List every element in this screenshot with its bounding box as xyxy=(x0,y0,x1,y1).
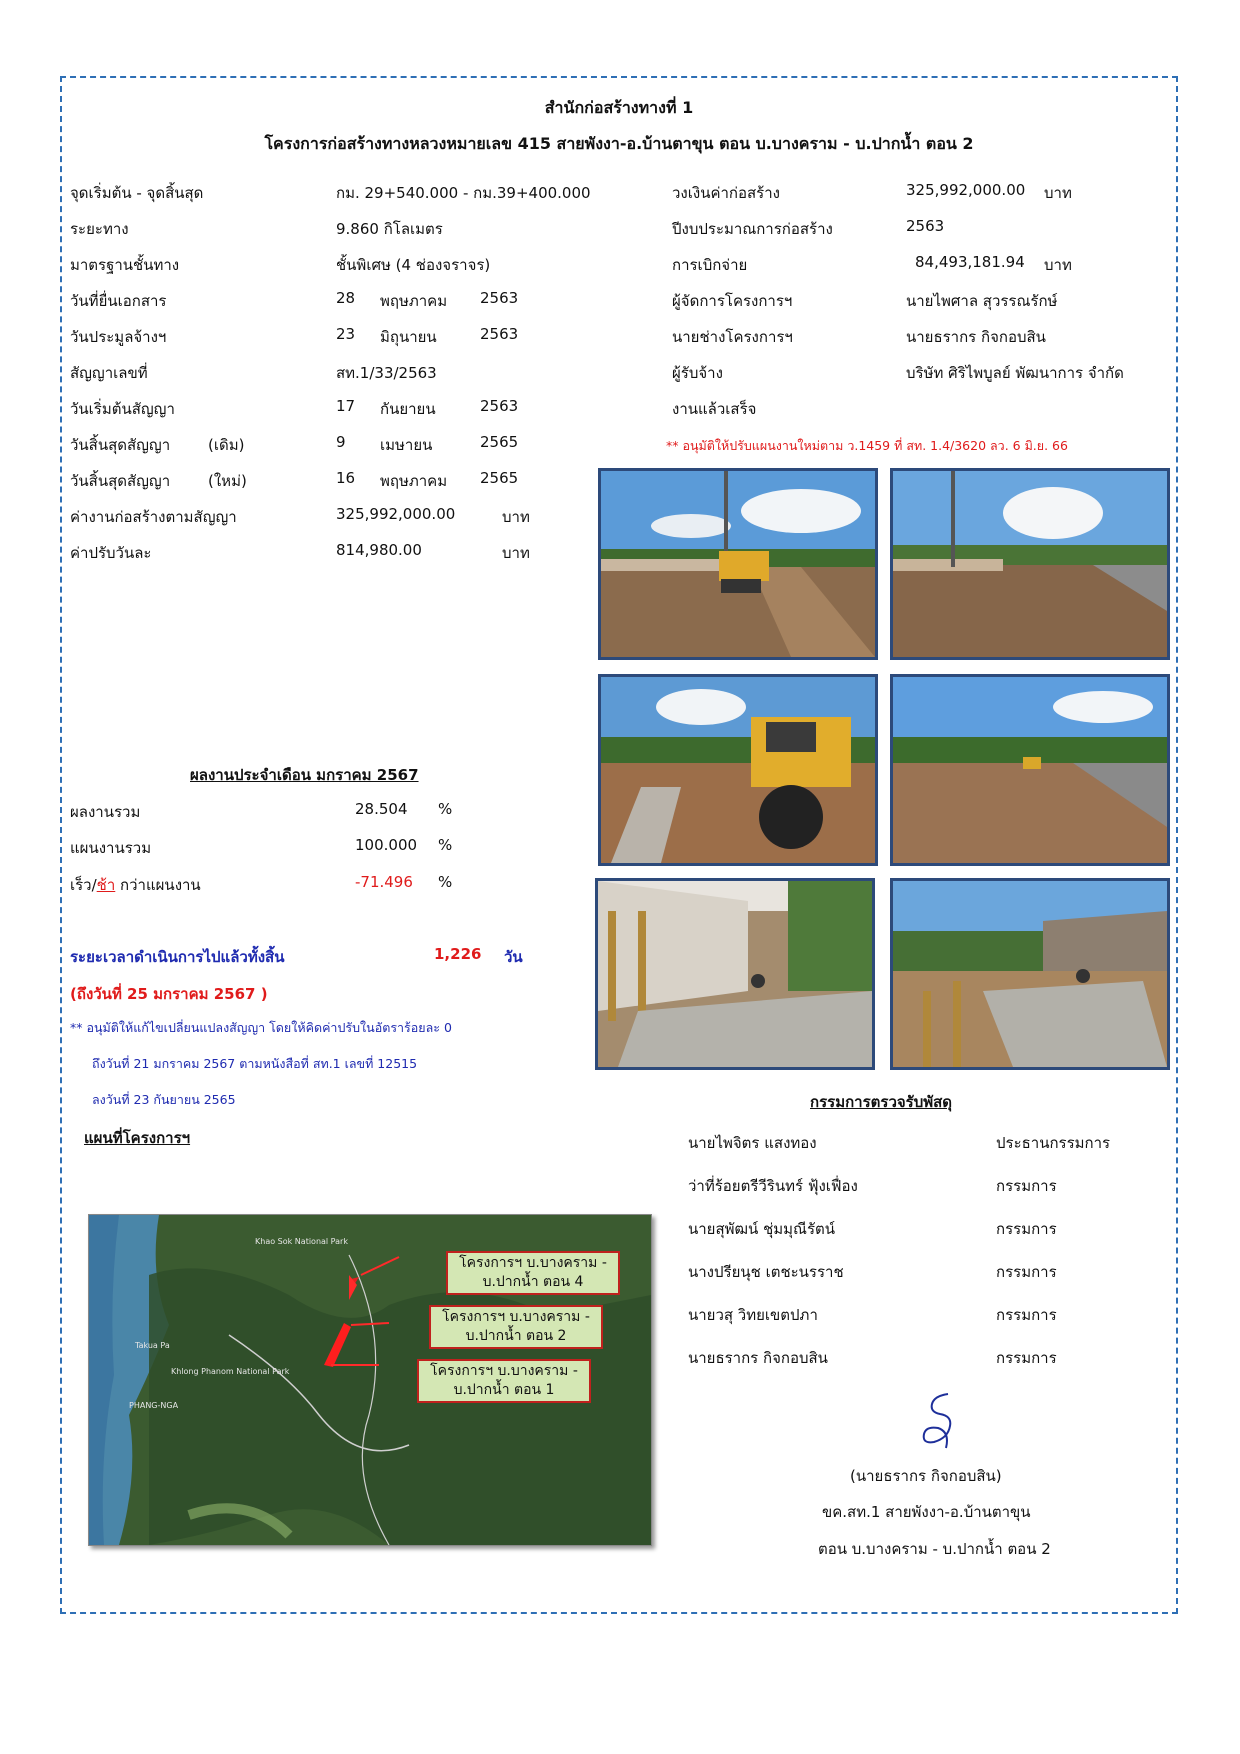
committee-title: กรรมการตรวจรับพัสดุ xyxy=(810,1093,953,1111)
committee-member-6-role: กรรมการ xyxy=(996,1349,1057,1367)
label-behind: ช้า xyxy=(96,876,116,894)
callout-2-line2: บ.ปากน้ำ ตอน 2 xyxy=(465,1328,567,1344)
contract-start-day: 17 xyxy=(336,397,356,415)
value-project-manager: นายไพศาล สุวรรณรักษ์ xyxy=(906,292,1058,310)
map-callout-section-1 xyxy=(417,1359,591,1403)
contract-end-new-year: 2565 xyxy=(480,469,519,487)
duration-unit: วัน xyxy=(504,948,523,966)
site-photo-5 xyxy=(595,878,875,1070)
contract-start-year: 2563 xyxy=(480,397,519,415)
value-contract-no: สท.1/33/2563 xyxy=(336,364,437,382)
doc-date-day: 28 xyxy=(336,289,356,307)
label-doc-date: วันที่ยื่นเอกสาร xyxy=(70,292,167,310)
value-contract-cost: 325,992,000.00 xyxy=(336,505,456,523)
value-fiscal-year: 2563 xyxy=(906,217,945,235)
map-label-takua-pa: Takua Pa xyxy=(135,1341,170,1350)
committee-member-3-role: กรรมการ xyxy=(996,1220,1057,1238)
label-contract-end-new: วันสิ้นสุดสัญญา xyxy=(70,472,171,490)
value-project-engineer: นายธรากร กิจกอบสิน xyxy=(906,328,1046,346)
value-total-plan: 100.000 xyxy=(355,836,418,854)
site-photo-4 xyxy=(890,674,1170,866)
amend-note-line1: ** อนุมัติให้แก้ไขเปลี่ยนแปลงสัญญา โดยให้คิดค่าปรับในอัตราร้อยละ 0 xyxy=(70,1020,452,1035)
duration-value: 1,226 xyxy=(434,945,482,963)
unit-contract-cost: บาท xyxy=(502,508,530,526)
label-disbursement: การเบิกจ่าย xyxy=(672,256,748,274)
contract-end-old-sub: (เดิม) xyxy=(208,436,245,454)
unit-disbursement: บาท xyxy=(1044,256,1072,274)
unit-total-plan: % xyxy=(438,836,453,854)
value-distance: 9.860 กิโลเมตร xyxy=(336,220,443,238)
callout-2-line1: โครงการฯ บ.บางคราม - xyxy=(442,1309,590,1325)
map-label-khlong-phanom: Khlong Phanom National Park xyxy=(171,1367,290,1376)
committee-member-4-role: กรรมการ xyxy=(996,1263,1057,1281)
signature-mark xyxy=(910,1388,970,1454)
committee-member-5-role: กรรมการ xyxy=(996,1306,1057,1324)
map-title: แผนที่โครงการฯ xyxy=(84,1129,191,1147)
label-daily-penalty: ค่าปรับวันละ xyxy=(70,544,152,562)
committee-member-2-name: ว่าที่ร้อยตรีวีรินทร์ ฟุ้งเฟื่อง xyxy=(688,1177,858,1195)
label-total-plan: แผนงานรวม xyxy=(70,839,152,857)
label-completion: งานแล้วเสร็จ xyxy=(672,400,757,418)
contract-end-old-year: 2565 xyxy=(480,433,519,451)
signature-name: (นายธรากร กิจกอบสิน) xyxy=(850,1467,1002,1485)
contract-end-old-month: เมษายน xyxy=(380,436,433,454)
monthly-title: ผลงานประจำเดือน มกราคม 2567 xyxy=(190,766,419,784)
label-total-progress: ผลงานรวม xyxy=(70,803,141,821)
committee-member-3-name: นายสุพัฒน์ ชุ่มมุณีรัตน์ xyxy=(688,1220,836,1238)
project-map xyxy=(88,1214,652,1546)
committee-member-2-role: กรรมการ xyxy=(996,1177,1057,1195)
signature-position-2: ตอน บ.บางคราม - บ.ปากน้ำ ตอน 2 xyxy=(818,1540,1051,1558)
committee-member-5-name: นายวสุ วิทยเขตปภา xyxy=(688,1306,818,1324)
approval-note: ** อนุมัติให้ปรับแผนงานใหม่ตาม ว.1459 ที่ สท. 1.4/3620 ลว. 6 มิ.ย. 66 xyxy=(666,438,1068,453)
office-title: สำนักก่อสร้างทางที่ 1 xyxy=(544,98,694,117)
label-contract-cost: ค่างานก่อสร้างตามสัญญา xyxy=(70,508,237,526)
committee-member-1-role: ประธานกรรมการ xyxy=(996,1134,1111,1152)
label-distance: ระยะทาง xyxy=(70,220,129,238)
label-contract-start: วันเริ่มต้นสัญญา xyxy=(70,400,175,418)
label-contract-end-old: วันสิ้นสุดสัญญา xyxy=(70,436,171,454)
label-project-engineer: นายช่างโครงการฯ xyxy=(672,328,793,346)
map-callout-section-2 xyxy=(429,1305,603,1349)
auction-date-year: 2563 xyxy=(480,325,519,343)
label-fiscal-year: ปีงบประมาณการก่อสร้าง xyxy=(672,220,833,238)
map-label-khao-sok: Khao Sok National Park xyxy=(255,1237,348,1246)
callout-1-line2: บ.ปากน้ำ ตอน 1 xyxy=(453,1382,555,1398)
unit-total-progress: % xyxy=(438,800,453,818)
label-ahead-behind xyxy=(70,873,201,897)
contract-start-month: กันยายน xyxy=(380,400,436,418)
label-contractor: ผู้รับจ้าง xyxy=(672,364,723,382)
contract-end-new-day: 16 xyxy=(336,469,356,487)
label-standard: มาตรฐานชั้นทาง xyxy=(70,256,180,274)
doc-date-year: 2563 xyxy=(480,289,519,307)
value-ahead-behind: -71.496 xyxy=(355,873,413,891)
label-ahead: เร็ว/ xyxy=(70,876,97,894)
callout-4-line2: บ.ปากน้ำ ตอน 4 xyxy=(482,1274,584,1290)
unit-daily-penalty: บาท xyxy=(502,544,530,562)
label-auction-date: วันประมูลจ้างฯ xyxy=(70,328,167,346)
doc-date-month: พฤษภาคม xyxy=(380,292,448,310)
contract-end-old-day: 9 xyxy=(336,433,346,451)
label-project-manager: ผู้จัดการโครงการฯ xyxy=(672,292,793,310)
value-disbursement: 84,493,181.94 xyxy=(915,253,1025,271)
label-start-end: จุดเริ่มต้น - จุดสิ้นสุด xyxy=(70,184,204,202)
project-title: โครงการก่อสร้างทางหลวงหมายเลข 415 สายพังงา-อ.บ้านตาขุน ตอน บ.บางคราม - บ.ปากน้ำ ตอน 2 xyxy=(264,134,974,153)
label-contract-no: สัญญาเลขที่ xyxy=(70,364,148,382)
unit-budget: บาท xyxy=(1044,184,1072,202)
callout-1-line1: โครงการฯ บ.บางคราม - xyxy=(430,1363,578,1379)
amend-note-line3: ลงวันที่ 23 กันยายน 2565 xyxy=(92,1092,236,1107)
committee-member-6-name: นายธรากร กิจกอบสิน xyxy=(688,1349,828,1367)
committee-member-1-name: นายไพจิตร แสงทอง xyxy=(688,1134,817,1152)
value-start-end: กม. 29+540.000 - กม.39+400.000 xyxy=(336,184,591,202)
unit-ahead-behind: % xyxy=(438,873,453,891)
map-label-phang-nga: PHANG-NGA xyxy=(129,1401,179,1410)
value-daily-penalty: 814,980.00 xyxy=(336,541,422,559)
value-budget: 325,992,000.00 xyxy=(906,181,1026,199)
value-contractor: บริษัท ศิริไพบูลย์ พัฒนาการ จำกัด xyxy=(906,364,1124,382)
map-callout-section-4 xyxy=(446,1251,620,1295)
value-total-progress: 28.504 xyxy=(355,800,408,818)
value-standard: ชั้นพิเศษ (4 ช่องจราจร) xyxy=(336,256,491,274)
amend-note-line2: ถึงวันที่ 21 มกราคม 2567 ตามหนังสือที่ สท.1 เลขที่ 12515 xyxy=(92,1056,418,1071)
label-budget: วงเงินค่าก่อสร้าง xyxy=(672,184,780,202)
duration-label: ระยะเวลาดำเนินการไปแล้วทั้งสิ้น xyxy=(70,948,285,966)
contract-end-new-month: พฤษภาคม xyxy=(380,472,448,490)
duration-asof: (ถึงวันที่ 25 มกราคม 2567 ) xyxy=(70,985,268,1003)
site-photo-3 xyxy=(598,674,878,866)
label-vs-plan: กว่าแผนงาน xyxy=(115,876,201,894)
contract-end-new-sub: (ใหม่) xyxy=(208,472,247,490)
committee-member-4-name: นางปรียนุช เตชะนรราช xyxy=(688,1263,844,1281)
callout-4-line1: โครงการฯ บ.บางคราม - xyxy=(459,1255,607,1271)
auction-date-month: มิถุนายน xyxy=(380,328,437,346)
auction-date-day: 23 xyxy=(336,325,356,343)
site-photo-6 xyxy=(890,878,1170,1070)
site-photo-2 xyxy=(890,468,1170,660)
site-photo-1 xyxy=(598,468,878,660)
signature-position-1: ขค.สท.1 สายพังงา-อ.บ้านตาขุน xyxy=(822,1503,1031,1521)
